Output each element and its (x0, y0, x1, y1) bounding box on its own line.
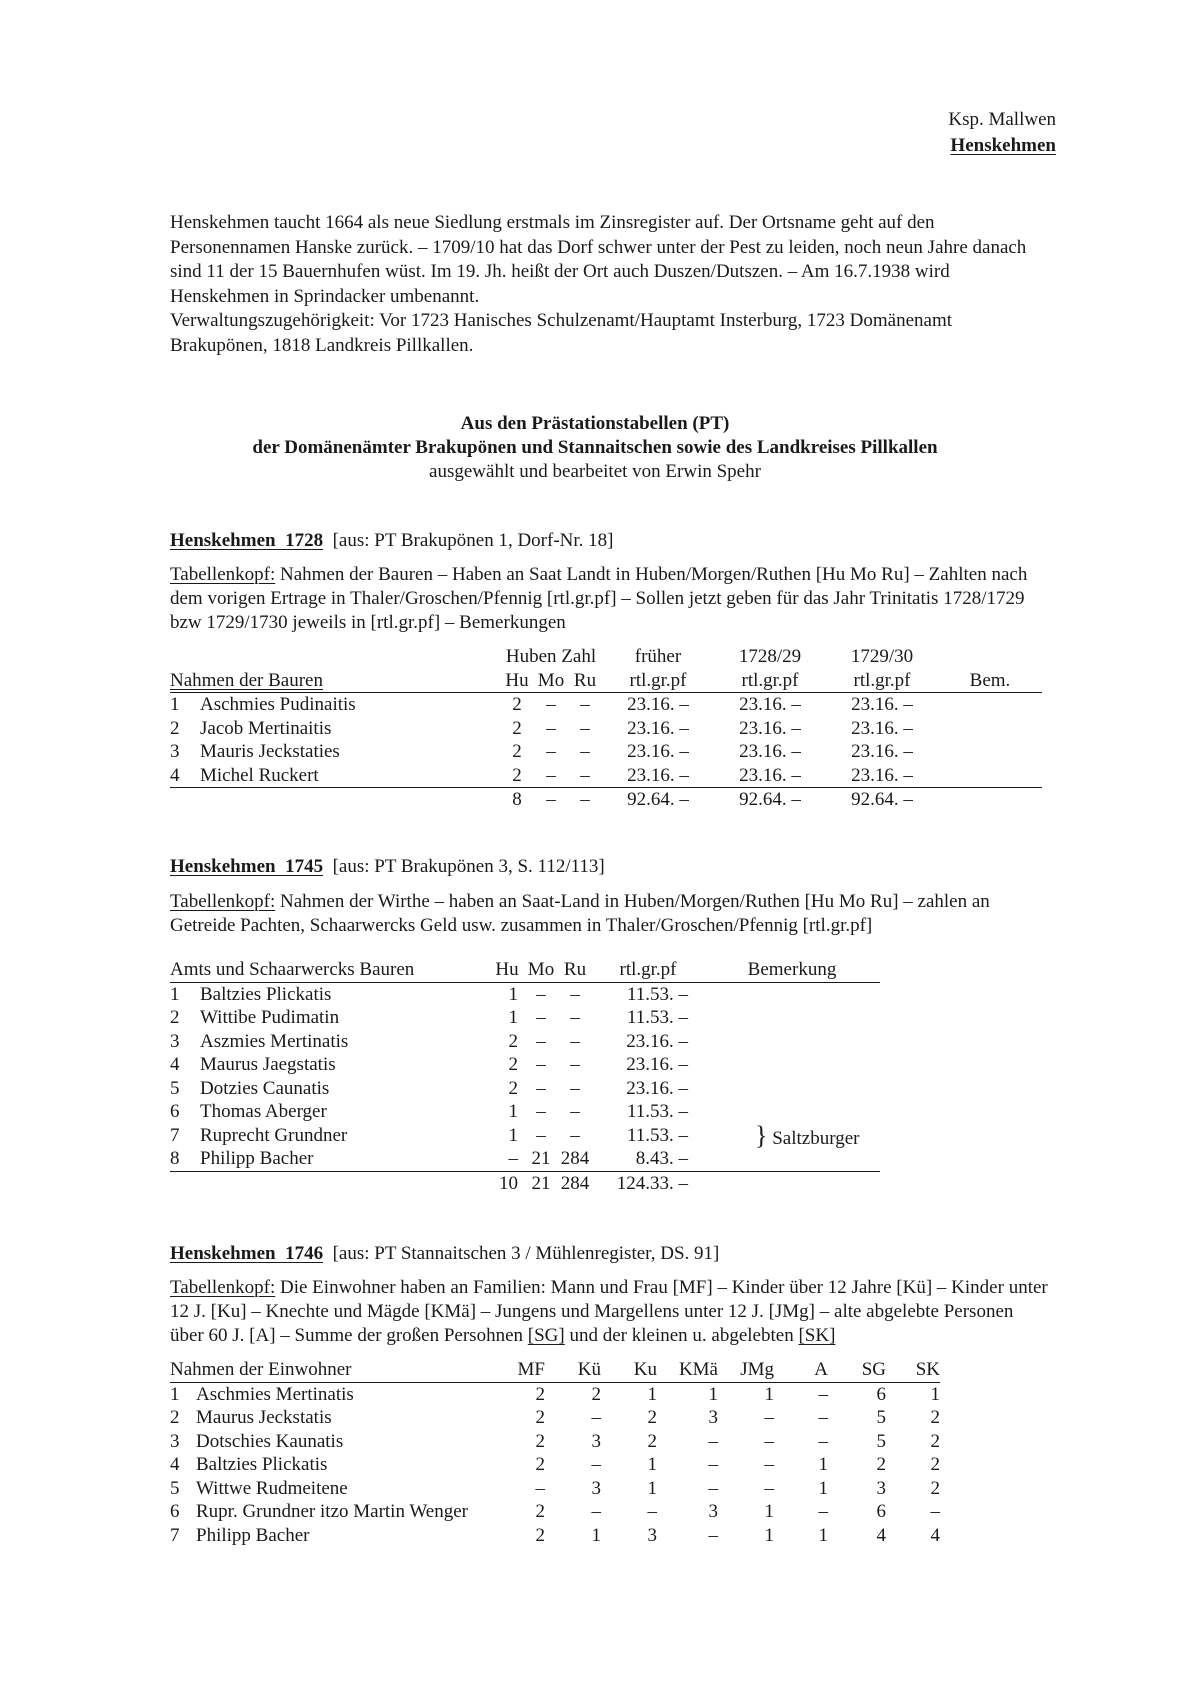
col-group-1728: 1728/29 (738, 646, 802, 667)
section-1745-title (170, 856, 605, 878)
cell-ku: 2 (647, 1430, 657, 1452)
cell-sk: 2 (930, 1477, 940, 1499)
cell-jmg: – (764, 1477, 774, 1499)
col-header-hu: Hu (500, 669, 534, 693)
col-header-sk: SK (892, 1358, 940, 1382)
row-number: 5 (170, 1477, 180, 1499)
section-title: Henskehmen 1745 (170, 856, 324, 877)
row-number: 2 (170, 1007, 180, 1028)
total-hu: 8 (512, 789, 522, 810)
cell-mo: – (546, 717, 556, 739)
cell-kmae: 1 (708, 1383, 718, 1405)
cell-hu: 2 (500, 764, 534, 788)
cell-ku: 1 (647, 1454, 657, 1475)
col-header-bem: Bem. (938, 669, 1042, 693)
cell-hu: 2 (508, 1030, 518, 1052)
remark-saltzburger: Saltzburger (772, 1128, 860, 1149)
cell-jmg: – (764, 1430, 774, 1452)
cell-1728: 23.16. – (714, 764, 826, 788)
section-source: [aus: PT Stannaitschen 3 / Mühlenregister, DS. 91] (332, 1243, 720, 1264)
resident-name: Aschmies Mertinatis (196, 1383, 354, 1405)
cell-ku: 1 (647, 1477, 657, 1499)
cell-mo: – (536, 983, 546, 1005)
cell-jmg: – (764, 1454, 774, 1475)
cell-kue: – (591, 1501, 601, 1522)
row-number: 5 (170, 1077, 180, 1099)
total-mo: – (546, 789, 556, 810)
cell-bem (938, 717, 1042, 741)
cell-sum: 23.16. – (626, 1054, 688, 1075)
farmer-name: Jacob Mertinaitis (200, 717, 332, 739)
row-number: 8 (170, 1147, 200, 1171)
cell-sg: 6 (876, 1501, 886, 1522)
cell-ru: – (570, 1030, 580, 1052)
cell-mf: 2 (535, 1407, 545, 1428)
resident-name: Baltzies Plickatis (196, 1454, 328, 1475)
table-row (170, 1077, 880, 1101)
total-hu: 10 (499, 1172, 518, 1194)
cell-sk: 2 (930, 1454, 940, 1475)
cell-mf: 2 (535, 1524, 545, 1546)
cell-mo: – (536, 1124, 546, 1146)
cell-mf: 2 (535, 1501, 545, 1522)
tabellenkopf-text: Nahmen der Wirthe – haben an Saat-Land in Huben/Morgen/Ruthen [Hu Mo Ru] – zahlen an Getreide Pachten, Schaarwercks Geld usw. zusammen in Thaler/Groschen/Pfennig [rtl.gr.pf] (170, 891, 990, 936)
row-number: 7 (170, 1124, 180, 1146)
cell-ru: – (580, 741, 590, 762)
col-header-sg: SG (834, 1358, 892, 1382)
resident-name: Rupr. Grundner itzo Martin Wenger (196, 1501, 468, 1522)
col-header-mo: Mo (534, 669, 568, 693)
total-ru: 284 (560, 1172, 590, 1194)
table-row (170, 1053, 880, 1077)
col-header-name: Amts und Schaarwercks Bauren (170, 958, 490, 982)
total-1728: 92.64. – (739, 789, 801, 810)
col-header-mf: MF (500, 1358, 551, 1382)
cell-frueher: 23.16. – (627, 694, 689, 715)
col-header-1729: rtl.gr.pf (826, 669, 938, 693)
farmer-name: Aszmies Mertinatis (200, 1030, 349, 1052)
cell-kmae: – (708, 1430, 718, 1452)
table-row (170, 982, 880, 1006)
col-header-name: Nahmen der Einwohner (170, 1358, 500, 1382)
tabellenkopf-label: Tabellenkopf: (170, 564, 276, 585)
table-row (170, 764, 1042, 788)
cell-kmae: – (708, 1477, 718, 1499)
parish-label: Ksp. Mallwen (948, 109, 1056, 130)
cell-sg: 5 (876, 1430, 886, 1452)
row-number: 3 (170, 741, 180, 762)
cell-remark (704, 1077, 880, 1101)
table-header (170, 1358, 940, 1382)
cell-mf: 2 (535, 1454, 545, 1475)
resident-name: Dotschies Kaunatis (196, 1430, 344, 1452)
cell-hu: 2 (508, 1054, 518, 1075)
table-1728 (170, 645, 1042, 812)
cell-mo: – (536, 1030, 546, 1052)
cell-remark (704, 982, 880, 1006)
cell-hu: 1 (508, 1007, 518, 1028)
cell-hu: – (490, 1147, 524, 1171)
cell-hu: 2 (512, 717, 522, 739)
cell-bem (938, 693, 1042, 717)
cell-frueher: 23.16. – (627, 717, 689, 739)
cell-hu: 2 (512, 694, 522, 715)
cell-kue: 2 (591, 1383, 601, 1405)
cell-sg: 4 (876, 1524, 886, 1546)
cell-1728: 23.16. – (739, 717, 801, 739)
col-header-kmae: KMä (663, 1358, 724, 1382)
cell-sum: 11.53. – (626, 983, 688, 1005)
village-title: Henskehmen (950, 135, 1056, 156)
table-group-header (170, 645, 1042, 669)
cell-sum: 23.16. – (626, 1077, 688, 1099)
col-header-mo: Mo (524, 958, 558, 982)
empty-cell (170, 1171, 200, 1195)
cell-mo: – (534, 764, 568, 788)
cell-kue: 3 (591, 1430, 601, 1452)
col-header-frueher: rtl.gr.pf (602, 669, 714, 693)
cell-hu: 1 (508, 1101, 518, 1122)
section-source: [aus: PT Brakupönen 3, S. 112/113] (332, 856, 605, 877)
cell-mo: – (536, 1007, 546, 1028)
pt-heading-line2: der Domänenämter Brakupönen und Stannaitschen sowie des Landkreises Pillkallen (252, 437, 938, 458)
cell-ru: – (580, 694, 590, 715)
cell-1728: 23.16. – (739, 741, 801, 762)
cell-ru: 284 (558, 1147, 592, 1171)
cell-1729: 23.16. – (826, 764, 938, 788)
cell-frueher: 23.16. – (627, 741, 689, 762)
farmer-name: Thomas Aberger (200, 1101, 327, 1122)
col-header-kue: Kü (551, 1358, 607, 1382)
empty-cell (170, 788, 200, 812)
cell-sk: – (930, 1501, 940, 1522)
cell-remark (704, 1030, 880, 1054)
cell-sg: 2 (876, 1454, 886, 1475)
pt-heading (0, 412, 1190, 484)
col-group-1729: 1729/30 (850, 646, 914, 667)
row-number: 7 (170, 1524, 180, 1546)
farmer-name: Michel Ruckert (200, 764, 500, 788)
cell-a: – (818, 1407, 828, 1428)
row-number: 4 (170, 764, 200, 788)
row-number: 2 (170, 1407, 180, 1428)
cell-sum: 11.53. – (626, 1124, 688, 1146)
cell-mf: 2 (535, 1430, 545, 1452)
col-header-remark: Bemerkung (704, 958, 880, 982)
cell-a: 1 (818, 1477, 828, 1499)
cell-frueher: 23.16. – (602, 764, 714, 788)
cell-ru: – (570, 1007, 580, 1028)
col-header-ku: Ku (607, 1358, 663, 1382)
cell-kue: 3 (591, 1477, 601, 1499)
col-header-ru: Ru (568, 669, 602, 693)
col-header-1728: rtl.gr.pf (714, 669, 826, 693)
cell-hu: 2 (512, 741, 522, 762)
farmer-name: Wittibe Pudimatin (200, 1007, 340, 1028)
section-title: Henskehmen 1746 (170, 1243, 324, 1264)
cell-remark (704, 1053, 880, 1077)
table-row (170, 1453, 940, 1477)
cell-hu: 1 (508, 983, 518, 1005)
row-number: 1 (170, 983, 180, 1005)
cell-kmae: 3 (708, 1501, 718, 1522)
col-header-ru: Ru (558, 958, 592, 982)
tabellenkopf-sg: [SG] (527, 1325, 565, 1346)
tabellenkopf-text-b: und der kleinen u. abgelebten (564, 1325, 799, 1346)
farmer-name: Maurus Jaegstatis (200, 1054, 336, 1075)
cell-jmg: 1 (764, 1524, 774, 1546)
row-number: 2 (170, 717, 180, 739)
cell-jmg: – (764, 1407, 774, 1428)
cell-ku: 1 (647, 1383, 657, 1405)
cell-a: – (818, 1383, 828, 1405)
cell-mo: – (536, 1101, 546, 1122)
row-number: 1 (170, 694, 180, 715)
empty-cell (938, 788, 1042, 812)
cell-hu: 2 (508, 1077, 518, 1099)
cell-jmg: 1 (764, 1501, 774, 1522)
cell-bem (938, 740, 1042, 764)
table-row (170, 717, 1042, 741)
col-header-name: Nahmen der Bauren (170, 669, 500, 693)
tabellenkopf-sk: [SK] (798, 1325, 836, 1346)
total-mo: 21 (531, 1172, 551, 1194)
cell-kmae: – (708, 1524, 718, 1546)
resident-name: Philipp Bacher (196, 1524, 310, 1546)
cell-mo: – (536, 1077, 546, 1099)
cell-kue: – (591, 1407, 601, 1428)
col-header-jmg: JMg (724, 1358, 780, 1382)
cell-kmae: – (708, 1454, 718, 1475)
cell-ku: 3 (647, 1524, 657, 1546)
cell-sk: 1 (930, 1383, 940, 1405)
cell-ru: – (570, 1101, 580, 1122)
cell-1728: 23.16. – (739, 694, 801, 715)
col-header-sum: rtl.gr.pf (592, 958, 704, 982)
cell-sum: 8.43. – (592, 1147, 704, 1171)
cell-sum: 11.53. – (626, 1007, 688, 1028)
col-header-a: A (780, 1358, 834, 1382)
total-1729: 92.64. – (851, 789, 913, 810)
table-row (170, 1406, 940, 1430)
resident-name: Wittwe Rudmeitene (196, 1477, 348, 1499)
cell-mo: 21 (524, 1147, 558, 1171)
cell-ru: – (570, 983, 580, 1005)
table-row (170, 693, 1042, 717)
page-header (948, 107, 1056, 159)
administration-paragraph: Verwaltungszugehörigkeit: Vor 1723 Hanisches Schulzenamt/Hauptamt Insterburg, 1723 Domänenamt Brakupönen, 1818 Landkreis Pillkallen. (170, 310, 953, 356)
cell-sum: 11.53. – (626, 1101, 688, 1122)
cell-1729: 23.16. – (851, 694, 913, 715)
cell-kmae: 3 (708, 1407, 718, 1428)
table-row (170, 1477, 940, 1501)
farmer-name: Ruprecht Grundner (200, 1124, 348, 1146)
intro-paragraph: Henskehmen taucht 1664 als neue Siedlung erstmals im Zinsregister auf. Der Ortsname geht auf den Personennamen Hanske zurück. – 1709/10 hat das Dorf schwer unter der Pest zu leiden, noch neun Jahre danach sind 11 der 15 Bauernhufen wüst. Im 19. Jh. heißt der Ort auch Duszen/Dutszen. – Am 16.7.1938 wird Henskehmen in Sprindacker umbenannt. (170, 212, 1027, 307)
cell-sk: 2 (930, 1407, 940, 1428)
table-1746 (170, 1358, 940, 1547)
farmer-name: Dotzies Caunatis (200, 1077, 330, 1099)
table-row (170, 1430, 940, 1454)
cell-ku: 2 (647, 1407, 657, 1428)
cell-a: 1 (818, 1454, 828, 1475)
cell-mo: – (546, 694, 556, 715)
tabellenkopf-text-a: Die Einwohner haben an Familien: Mann und Frau [MF] – Kinder über 12 Jahre [Kü] – Kinder unter 12 J. [Ku] – Knechte und Mägde [KMä] – Jungens und Margellens unter 12 J. [JMg] – alte abgelebte Personen über 60 J. [A] – Summe der großen Persohnen (170, 1277, 1048, 1346)
row-number: 6 (170, 1101, 180, 1122)
cell-sg: 6 (876, 1383, 886, 1405)
row-number: 4 (170, 1054, 180, 1075)
cell-ru: – (580, 717, 590, 739)
resident-name: Maurus Jeckstatis (196, 1407, 332, 1428)
cell-ku: – (647, 1501, 657, 1522)
row-number: 4 (170, 1454, 180, 1475)
cell-kue: – (591, 1454, 601, 1475)
col-header-hu: Hu (490, 958, 524, 982)
cell-mo: – (546, 741, 556, 762)
tabellenkopf-text: Nahmen der Bauren – Haben an Saat Landt in Huben/Morgen/Ruthen [Hu Mo Ru] – Zahlten nach dem vorigen Ertrage in Thaler/Groschen/Pfennig [rtl.gr.pf] – Sollen jetzt geben für das Jahr Trinitatis 1728/1729 bzw 1729/1730 jeweils in [rtl.gr.pf] – Bemerkungen (170, 564, 1028, 633)
total-sum: 124.33. – (616, 1172, 688, 1194)
cell-ru: – (568, 764, 602, 788)
cell-1729: 23.16. – (851, 741, 913, 762)
total-ru: – (580, 789, 590, 810)
cell-a: – (818, 1430, 828, 1452)
section-source: [aus: PT Brakupönen 1, Dorf-Nr. 18] (332, 530, 614, 551)
cell-sg: 3 (876, 1477, 886, 1499)
cell-a: – (818, 1501, 828, 1522)
section-title: Henskehmen 1728 (170, 530, 324, 551)
table-row (170, 1500, 940, 1524)
saltzburger-annotation (755, 1100, 859, 1175)
empty-cell (200, 1171, 490, 1195)
row-number: 6 (170, 1501, 180, 1522)
table-row (170, 1006, 880, 1030)
cell-a: 1 (818, 1524, 828, 1546)
cell-ru: – (570, 1054, 580, 1075)
cell-sk: 4 (930, 1524, 940, 1546)
table-row (170, 1382, 940, 1406)
cell-sum: 23.16. – (626, 1030, 688, 1052)
table-row (170, 740, 1042, 764)
row-number: 1 (170, 1383, 180, 1405)
col-group-frueher: früher (634, 646, 682, 667)
section-1745-tabellenkopf (170, 890, 1050, 938)
pt-heading-line1: Aus den Prästationstabellen (PT) (460, 413, 730, 434)
section-1728-tabellenkopf (170, 563, 1050, 635)
section-1746-tabellenkopf (170, 1276, 1050, 1348)
row-number: 3 (170, 1430, 180, 1452)
cell-remark (704, 1006, 880, 1030)
table-row (170, 1524, 940, 1548)
cell-mo: – (536, 1054, 546, 1075)
farmer-name: Aschmies Pudinaitis (200, 694, 356, 715)
intro-text (170, 211, 1050, 358)
table-header (170, 669, 1042, 693)
cell-hu: 1 (508, 1124, 518, 1146)
total-frueher: 92.64. – (627, 789, 689, 810)
cell-sg: 5 (876, 1407, 886, 1428)
section-1728-title (170, 530, 614, 552)
tabellenkopf-label: Tabellenkopf: (170, 891, 276, 912)
cell-sk: 2 (930, 1430, 940, 1452)
tabellenkopf-label: Tabellenkopf: (170, 1277, 276, 1298)
table-header (170, 958, 880, 982)
cell-ru: – (570, 1124, 580, 1146)
farmer-name: Baltzies Plickatis (200, 983, 332, 1005)
section-1746-title (170, 1243, 719, 1265)
brace-icon: } (755, 1121, 768, 1150)
cell-1729: 23.16. – (851, 717, 913, 739)
pt-heading-credit: ausgewählt und bearbeitet von Erwin Spehr (429, 461, 761, 482)
farmer-name: Philipp Bacher (200, 1147, 490, 1171)
table-row (170, 1030, 880, 1054)
cell-bem (938, 764, 1042, 788)
table-total-row (170, 788, 1042, 812)
empty-cell (200, 788, 500, 812)
cell-kue: 1 (591, 1524, 601, 1546)
farmer-name: Mauris Jeckstaties (200, 741, 340, 762)
cell-mf: – (535, 1477, 545, 1499)
row-number: 3 (170, 1030, 180, 1052)
col-group-huben: Huben Zahl (505, 646, 597, 667)
cell-jmg: 1 (764, 1383, 774, 1405)
cell-ru: – (570, 1077, 580, 1099)
cell-mf: 2 (535, 1383, 545, 1405)
